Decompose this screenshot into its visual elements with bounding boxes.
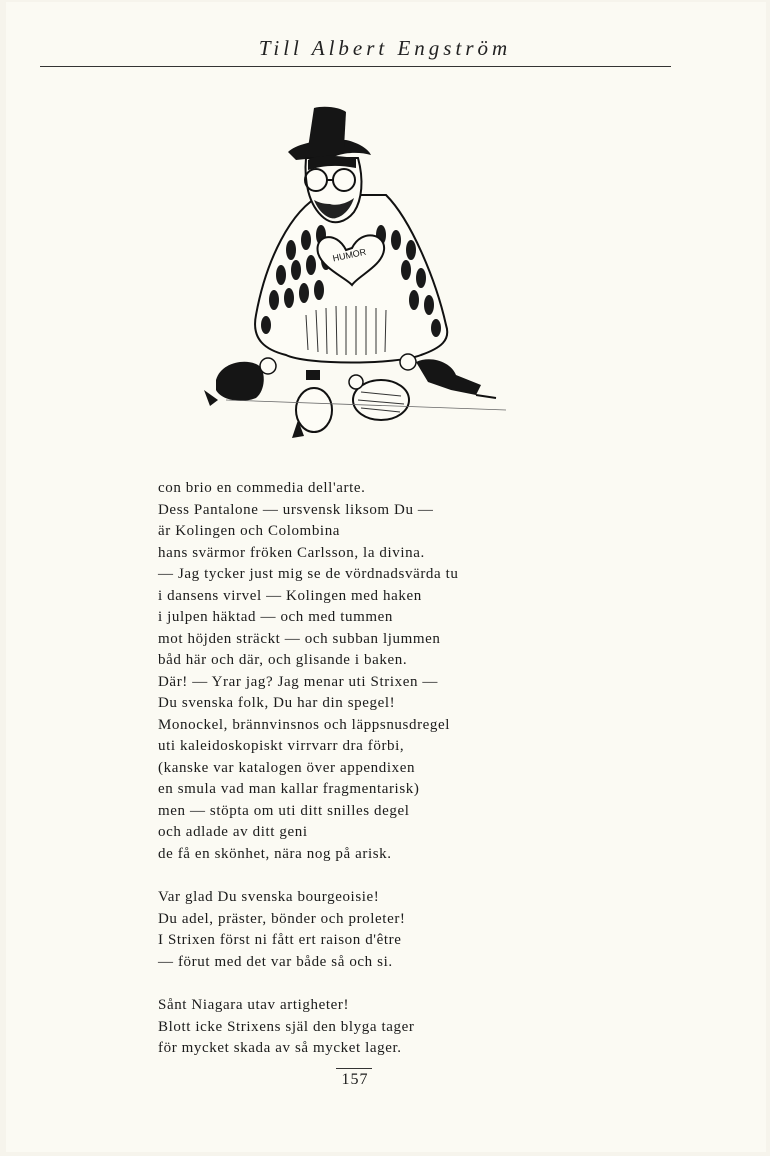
poem-text — [158, 478, 518, 1060]
kneeling-figure-right — [400, 354, 496, 398]
poem-line: mot höjden sträckt — och subban ljummen — [158, 630, 441, 647]
poem-line: men — stöpta om uti ditt snilles degel — [158, 802, 410, 819]
poem-line: con brio en commedia dell'arte. — [158, 480, 366, 496]
poem-line: Var glad Du svenska bourgeoisie! — [158, 889, 380, 905]
caricature-illustration — [196, 100, 516, 450]
poem-line: (kanske var katalogen över appendixen — [158, 759, 416, 776]
kneeling-figure-center — [292, 370, 332, 438]
poem-line: — förut med det var både så och si. — [158, 953, 393, 970]
poem-line: Monockel, brännvinsnos och läppsnusdregel — [158, 716, 451, 733]
poem-line: Du svenska folk, Du har din spegel! — [158, 695, 396, 711]
poem-line: Dess Pantalone — ursvensk liksom Du — — [158, 501, 434, 518]
poem-line: i dansens virvel — Kolingen med haken — [158, 587, 422, 604]
folio-rule — [336, 1068, 372, 1069]
poem-line: — Jag tycker just mig se de vördnadsvärda tu — [158, 566, 459, 582]
poem-line: för mycket skada av så mycket lager. — [158, 1040, 402, 1056]
poem-line: Blott icke Strixens själ den blyga tager — [158, 1018, 415, 1035]
poem-line: de få en skönhet, nära nog på arisk. — [158, 845, 392, 862]
kneeling-figure-left — [204, 358, 276, 406]
crouching-figure-cloth — [349, 375, 409, 420]
poem-line: och adlade av ditt geni — [158, 824, 308, 840]
poem-line: en smula vad man kallar fragmentarisk) — [158, 781, 420, 797]
poem-line: båd här och där, och glisande i baken. — [158, 652, 408, 668]
poem-line: Där! — Yrar jag? Jag menar uti Strixen — — [158, 673, 439, 690]
header-rule — [40, 66, 671, 67]
poem-line: i julpen häktad — och med tummen — [158, 609, 393, 625]
page-number: 157 — [341, 1071, 369, 1088]
poem-line: I Strixen först ni fått ert raison d'être — [158, 932, 402, 948]
stanza-break — [158, 973, 518, 995]
poem-line: är Kolingen och Colombina — [158, 523, 341, 539]
poem-line: uti kaleidoskopiskt virrvarr dra förbi, — [158, 738, 405, 754]
running-header: Till Albert Engström — [258, 36, 512, 60]
poem-line: Sånt Niagara utav artigheter! — [158, 997, 350, 1013]
poem-line: Du adel, präster, bönder och proleter! — [158, 910, 406, 927]
stanza-break — [158, 865, 518, 887]
heart-label: HUMOR — [331, 246, 368, 264]
poem-line: hans svärmor fröken Carlsson, la divina. — [158, 544, 425, 561]
